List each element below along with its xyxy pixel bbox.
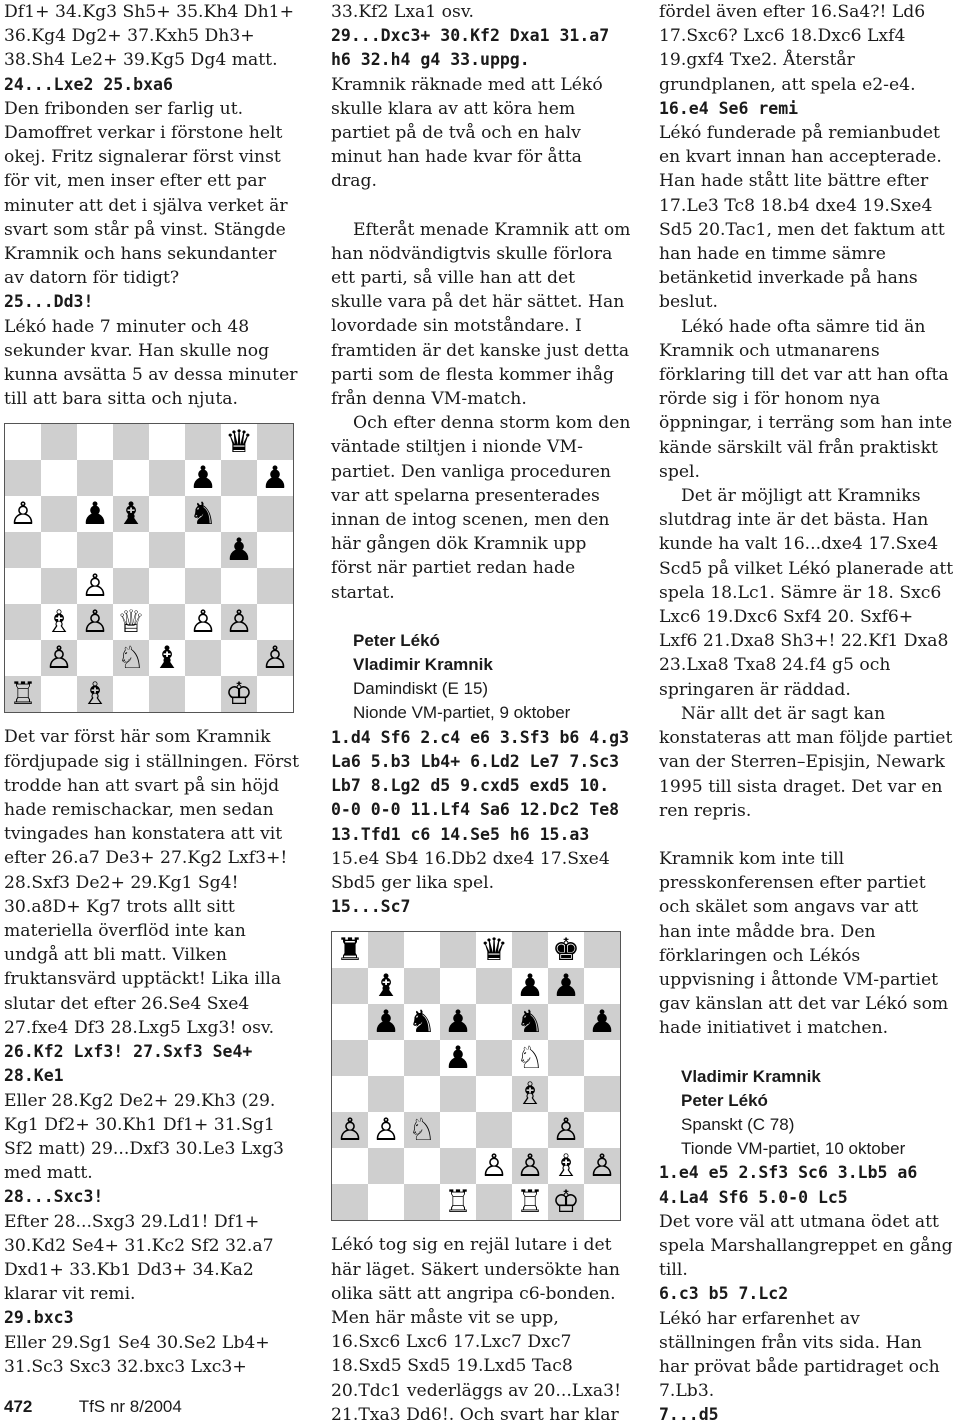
board-square [77, 424, 113, 460]
board-square [41, 496, 77, 532]
board-square [440, 1148, 476, 1184]
board-square [476, 1076, 512, 1112]
board-square [41, 568, 77, 604]
board-square: ♔ [548, 1184, 584, 1220]
board-square: ♗ [548, 1148, 584, 1184]
board-square [5, 604, 41, 640]
board-square: ♗ [77, 676, 113, 712]
board-square [440, 968, 476, 1004]
board-square: ♞ [185, 496, 221, 532]
board-square [185, 640, 221, 676]
board-square [149, 604, 185, 640]
board-square [476, 968, 512, 1004]
board-square: ♖ [440, 1184, 476, 1220]
board-square: ♙ [257, 640, 293, 676]
paragraph: Eller 29.Sg1 Se4 30.Se2 Lb4+ 31.Sc3 Sxc3 32.bxc3 Lxc3+ [4, 1332, 270, 1377]
board-square [440, 932, 476, 968]
game-white-player: Peter Lékó [353, 630, 440, 650]
board-square [584, 1112, 620, 1148]
board-square [77, 460, 113, 496]
board-square: ♙ [584, 1148, 620, 1184]
board-square [512, 1112, 548, 1148]
paragraph: Lékó har erfarenhet av ställningen från vits sida. Han har prövat både partidraget och 7.Lb3. [659, 1308, 940, 1402]
move-line: 25...Dd3! [4, 292, 94, 312]
board-square: ♙ [368, 1112, 404, 1148]
board-square [113, 424, 149, 460]
board-square: ♘ [512, 1040, 548, 1076]
board-square [185, 568, 221, 604]
board-square [257, 568, 293, 604]
board-square [5, 568, 41, 604]
board-square [476, 1112, 512, 1148]
board-square: ♟ [440, 1004, 476, 1040]
board-square: ♙ [512, 1148, 548, 1184]
game-white-player: Vladimir Kramnik [681, 1066, 821, 1086]
board-square: ♛ [221, 424, 257, 460]
board-square: ♟ [440, 1040, 476, 1076]
board-square [77, 640, 113, 676]
board-square [404, 932, 440, 968]
board-square [332, 1076, 368, 1112]
chess-diagram [331, 931, 621, 1221]
paragraph: Och efter denna storm kom den väntade stiltjen i nionde VM-partiet. Den vanliga proceduren var att spelarna presenterades innan de intog scenen, men den här gången dök Kramnik upp först när partiet redan hade startat. [331, 413, 631, 603]
column-2 [331, 0, 631, 1427]
board-square: ♟ [548, 968, 584, 1004]
game-event: Tionde VM-partiet, 10 oktober [681, 1139, 906, 1159]
game-black-player: Vladimir Kramnik [353, 655, 493, 675]
board-square [5, 424, 41, 460]
paragraph: Det är möjligt att Kramniks slutdrag inte är det bästa. Han kunde ha valt 16...dxe4 17.Sxe4 Scd5 på vilket Lékó planerade att spela 18.Lc1. Sämre är 18. Sxc6 Lxc6 19.Dxc6 Sxf4 20. Sxf6+ Lxf6 21.Dxa8 Sh3+! 22.Kf1 Dxa8 23.Lxa8 Txa8 24.f4 g5 och springaren är räddad. [659, 486, 954, 700]
move-line: 29.bxc3 [4, 1308, 74, 1328]
board-square: ♖ [5, 676, 41, 712]
move-line: 24...Lxe2 25.bxa6 [4, 74, 173, 94]
board-square [548, 1004, 584, 1040]
chess-diagram [4, 423, 294, 713]
board-square [548, 1076, 584, 1112]
board-square: ♔ [221, 676, 257, 712]
board-square [332, 1040, 368, 1076]
board-square [257, 496, 293, 532]
game-event: Nionde VM-partiet, 9 oktober [353, 703, 571, 723]
game-opening: Spanskt (C 78) [681, 1114, 795, 1134]
board-square: ♝ [149, 640, 185, 676]
board-square [512, 932, 548, 968]
board-square [332, 968, 368, 1004]
column-3 [659, 0, 956, 1428]
board-square: ♙ [5, 496, 41, 532]
board-square: ♟ [368, 1004, 404, 1040]
paragraph: Kramnik kom inte till presskonferensen efter partiet och skälet som angavs var att han inte mådde bra. Den förklaringen och Lékós uppvisning i åttonde VM-partiet gav känslan att det var Lékó som hade initiativet i matchen. [659, 848, 949, 1039]
board-square [584, 968, 620, 1004]
paragraph: Lékó hade ofta sämre tid än Kramnik och utmanarens förklaring till det var att han ofta rörde sig i för honom nya öppningar, i terräng som han inte kände särskilt väl från praktiskt spel. [659, 316, 953, 482]
paragraph: fördel även efter 16.Sa4?! Ld6 17.Sxc6? Lxc6 18.Dxc6 Lxf4 19.gxf4 Txe2. Återstår grundplanen, att spela e2-e4. [659, 2, 926, 95]
paragraph: Eller 28.Kg2 De2+ 29.Kh3 (29. Kg1 Df2+ 30.Kh1 Df1+ 31.Sg1 Sf2 matt) 29...Dxf3 30.Le3 Lxg3 med matt. [4, 1090, 284, 1184]
board-square: ♟ [221, 532, 257, 568]
board-square [368, 1040, 404, 1076]
journal-issue: TfS nr 8/2004 [78, 1397, 182, 1416]
move-line: 26.Kf2 Lxf3! 27.Sxf3 Se4+ 28.Ke1 [4, 1042, 253, 1086]
board-square [77, 532, 113, 568]
board-square: ♝ [368, 968, 404, 1004]
board-square: ♛ [476, 932, 512, 968]
column-1 [4, 0, 300, 1379]
board-square [257, 424, 293, 460]
board-square: ♙ [77, 568, 113, 604]
board-square: ♟ [77, 496, 113, 532]
board-square [149, 676, 185, 712]
board-square [149, 460, 185, 496]
board-square [185, 676, 221, 712]
board-square [257, 604, 293, 640]
paragraph: Lékó hade 7 minuter och 48 sekunder kvar. Han skulle nog kunna avsätta 5 av dessa minuter till att bara sitta och njuta. [4, 316, 298, 410]
board-square [404, 1076, 440, 1112]
board-square: ♙ [221, 604, 257, 640]
move-line: 7...d5 [659, 1405, 719, 1425]
paragraph: Det vore väl att utmana ödet att spela Marshallangreppet en gång till. [659, 1211, 953, 1281]
paragraph: Df1+ 34.Kg3 Sh5+ 35.Kh4 Dh1+ 36.Kg4 Dg2+ 37.Kxh5 Dh3+ 38.Sh4 Le2+ 39.Kg5 Dg4 matt. [4, 2, 294, 71]
board-square: ♙ [185, 604, 221, 640]
board-square: ♚ [548, 932, 584, 968]
board-square [221, 496, 257, 532]
board-square [5, 460, 41, 496]
board-square [41, 532, 77, 568]
paragraph: Efter 28...Sxg3 29.Ld1! Df1+ 30.Kd2 Se4+ 31.Kc2 Sf2 32.a7 Dxd1+ 33.Kb1 Dd3+ 34.Ka2 klarar vit remi. [4, 1211, 274, 1305]
board-square [368, 932, 404, 968]
board-square: ♜ [332, 932, 368, 968]
board-square [41, 676, 77, 712]
board-square: ♙ [548, 1112, 584, 1148]
board-square [404, 1184, 440, 1220]
board-square: ♙ [41, 640, 77, 676]
board-square [185, 424, 221, 460]
board-square [332, 1184, 368, 1220]
board-square [113, 676, 149, 712]
board-square [41, 424, 77, 460]
game-opening: Damindiskt (E 15) [353, 679, 489, 699]
board-square [584, 1184, 620, 1220]
board-square: ♖ [512, 1184, 548, 1220]
board-square [368, 1148, 404, 1184]
board-square [149, 496, 185, 532]
paragraph: 15.e4 Sb4 16.Db2 dxe4 17.Sxe4 Sbd5 ger lika spel. [331, 848, 610, 893]
board-square: ♟ [584, 1004, 620, 1040]
board-square [149, 532, 185, 568]
board-square: ♝ [113, 496, 149, 532]
board-square [332, 1004, 368, 1040]
board-square: ♙ [332, 1112, 368, 1148]
paragraph: Den fribonden ser farlig ut. Damoffret verkar i förstone helt okej. Fritz signalerar först vinst för vit, men inser efter ett par minuter att det i själva verket är svart som står på vinst. Stängde Kramnik och hans sekundanter av datorn för tidigt? [4, 98, 288, 289]
paragraph: Lékó tog sig en rejäl lutare i det här läget. Säkert undersökte han olika sätt att angripa c6-bonden. Men här måste vit se upp, 16.Sxc6 Lxc6 17.Lxc7 Dxc7 18.Sxd5 Sxd5 19.Lxd5 Tac8 20.Tdc1 vederläggs av 20...Lxa3! 21.Txa3 Dd6!. Och svart har klar [331, 1235, 622, 1425]
board-square [221, 640, 257, 676]
board-square [476, 1040, 512, 1076]
move-line: 28...Sxc3! [4, 1187, 104, 1207]
board-square [440, 1112, 476, 1148]
board-square [185, 532, 221, 568]
board-square [149, 568, 185, 604]
move-line: 29...Dxc3+ 30.Kf2 Dxa1 31.a7 h6 32.h4 g4 33.uppg. [331, 26, 610, 70]
board-square [5, 640, 41, 676]
board-square [257, 532, 293, 568]
board-square [440, 1076, 476, 1112]
page-number: 472 [4, 1397, 33, 1416]
board-square [149, 424, 185, 460]
paragraph: 33.Kf2 Lxa1 osv. [331, 2, 474, 22]
board-square: ♙ [77, 604, 113, 640]
board-square [368, 1076, 404, 1112]
board-square [221, 568, 257, 604]
board-square: ♘ [113, 640, 149, 676]
board-square [404, 1040, 440, 1076]
board-square: ♟ [257, 460, 293, 496]
board-square: ♘ [404, 1112, 440, 1148]
board-square [113, 568, 149, 604]
paragraph: När allt det är sagt kan konstateras att man följde partiet van der Sterren–Episjin, Newark 1995 till sista draget. Det var en ren repris. [659, 703, 953, 821]
board-square [404, 968, 440, 1004]
paragraph: Lékó funderade på remianbudet en kvart innan han accepterade. Han hade stått lite bättre efter 17.Le3 Tc8 18.b4 dxe4 19.Sxe4 Sd5 20.Tac1, men det faktum att han hade en timme sämre betänketid inverkade på hans beslut. [659, 123, 945, 313]
board-square [41, 460, 77, 496]
board-square [476, 1184, 512, 1220]
board-square [584, 1040, 620, 1076]
paragraph: Kramnik räknade med att Lékó skulle klara av att köra hem partiet på de två och en halv minut han hade kvar för åtta drag. [331, 74, 603, 192]
board-square: ♞ [404, 1004, 440, 1040]
board-square [404, 1148, 440, 1184]
game-black-player: Peter Lékó [681, 1090, 768, 1110]
board-square [113, 460, 149, 496]
board-square [584, 1076, 620, 1112]
board-square: ♙ [476, 1148, 512, 1184]
board-square [548, 1040, 584, 1076]
paragraph: Efteråt menade Kramnik att om han nödvändigtvis skulle förlora ett parti, så ville han att det skulle vara på det här sättet. Han lovordade sin motståndare. I framtiden är det kanske just detta parti som de flesta kommer ihåg från denna VM-match. [331, 219, 631, 410]
board-square [221, 460, 257, 496]
move-line: 1.d4 Sf6 2.c4 e6 3.Sf3 b6 4.g3 La6 5.b3 Lb4+ 6.Ld2 Le7 7.Sc3 Lb7 8.Lg2 d5 9.cxd5 exd5 10. 0-0 0-0 11.Lf4 Sa6 12.Dc2 Te8 13.Tfd1 c6 14.Se5 h6 15.a3 [331, 727, 630, 844]
move-line: 16.e4 Se6 remi [659, 98, 799, 118]
move-line: 6.c3 b5 7.Lc2 [659, 1284, 789, 1304]
move-line: 15...Sc7 [331, 897, 411, 917]
board-square [5, 532, 41, 568]
board-square: ♟ [185, 460, 221, 496]
board-square [584, 932, 620, 968]
board-square: ♞ [512, 1004, 548, 1040]
board-square [257, 676, 293, 712]
board-square: ♗ [512, 1076, 548, 1112]
paragraph: Det var först här som Kramnik fördjupade sig i ställningen. Först trodde han att svart på sin höjd hade remischackar, men sedan tvingades han konstatera att vit efter 26.a7 De3+ 27.Kg2 Lxf3+! 28.Sxf3 De2+ 29.Kg1 Sg4! 30.a8D+ Kg7 trots allt sitt materiella överflöd inte kan undgå att bli matt. Vilken fruktansvärd upptäckt! Lika illa slutar det efter 26.Se4 Sxe4 27.fxe4 Df3 28.Lxg5 Lxg3! osv. [4, 727, 300, 1038]
page-footer [4, 1397, 182, 1417]
board-square [368, 1184, 404, 1220]
board-square [332, 1148, 368, 1184]
board-square [476, 1004, 512, 1040]
board-square: ♗ [41, 604, 77, 640]
board-square [113, 532, 149, 568]
move-line: 1.e4 e5 2.Sf3 Sc6 3.Lb5 a6 4.La4 Sf6 5.0-0 Lc5 [659, 1163, 918, 1207]
board-square: ♕ [113, 604, 149, 640]
board-square: ♟ [512, 968, 548, 1004]
